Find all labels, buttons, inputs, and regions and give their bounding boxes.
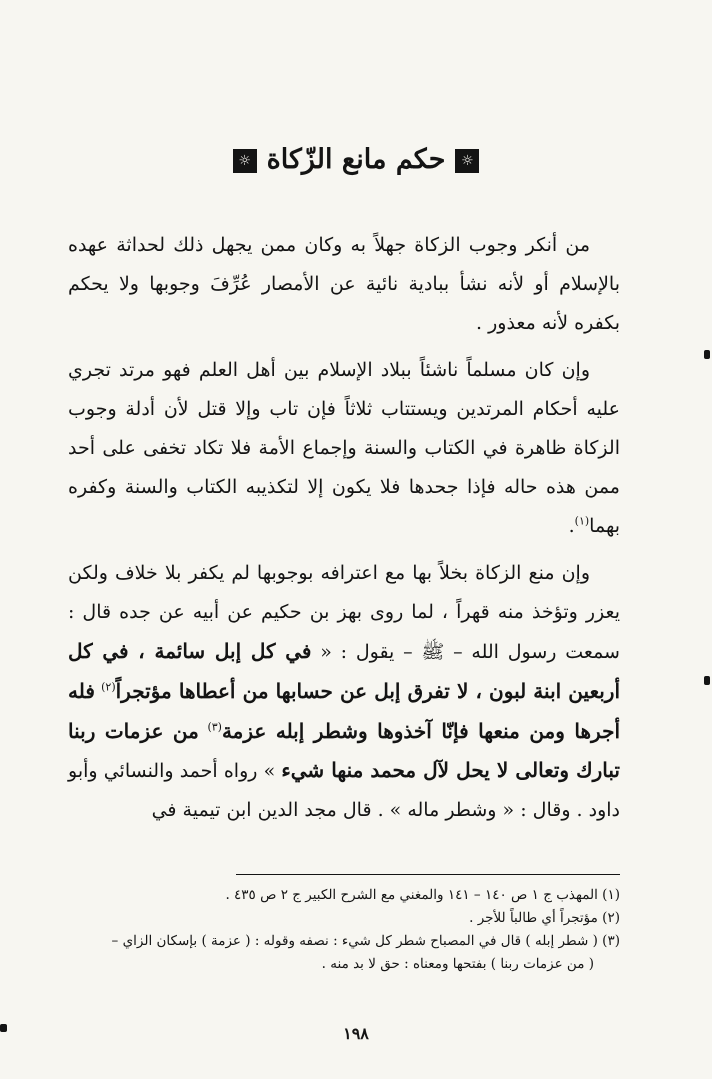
paragraph-1: من أنكر وجوب الزكاة جهلاً به وكان ممن يجهل ذلك لحداثة عهده بالإسلام أو لأنه نشأ ببادية نائية عن الأمصار عُرِّفَ وجوبها ولا يحكم بكفره لأنه معذور .	[68, 234, 620, 334]
quote-second: « وشطر ماله »	[389, 799, 515, 822]
chapter-title: حكم مانع الزّكاة	[266, 144, 446, 175]
paragraph-3-intro: وإن منع الزكاة بخلاً بها مع اعترافه بوجوبها لم يكفر بلا خلاف ولكن يعزر وتؤخذ منه قهراً ، لما روى بهز بن حكيم عن أبيه عن جده قال : سمعت رسول الله – ﷺ – يقول :	[68, 562, 620, 663]
scan-edge-mark	[704, 676, 710, 685]
footnote-1: (١) المهذب ج ١ ص ١٤٠ – ١٤١ والمغني مع الشرح الكبير ج ٢ ص ٤٣٥ .	[225, 887, 620, 903]
hadith-text-2: فله أجرها ومن منعها فإنّا آخذوها وشطر إبله عزمة	[68, 678, 620, 743]
scan-edge-mark	[704, 350, 710, 359]
sun-ornament-icon: ☼	[455, 149, 479, 173]
main-text	[68, 226, 620, 839]
quote-close: »	[263, 760, 276, 783]
paragraph-2-text: وإن كان مسلماً ناشئاً ببلاد الإسلام بين أهل العلم فهو مرتد تجري عليه أحكام المرتدين ويستتاب ثلاثاً فإن تاب وإلا قتل لأن أدلة وجوب الزكاة ظاهرة في الكتاب والسنة وإجماع الأمة فلا تكاد تخفى على أحد ممن هذه حاله فإذا جحدها فلا يكون إلا لتكذيبه الكتاب والسنة وكفره بهما	[68, 359, 620, 537]
paragraph-3-tail: . قال مجد الدين ابن تيمية في	[151, 799, 384, 822]
footnote-ref-3: (٣)	[207, 720, 222, 734]
page-number: ١٩٨	[343, 1024, 369, 1043]
footnote-3: (٣) ( شطر إبله ) قال في المصباح شطر كل شيء : نصفه وقوله : ( عزمة ) بإسكان الزاي –	[111, 933, 620, 949]
footnote-ref-2: (٢)	[101, 680, 116, 694]
hadith-text-1: في كل إبل سائمة ، في كل أربعين ابنة لبون ، لا تفرق إبل عن حسابها من أعطاها مؤتجراً	[68, 638, 620, 703]
scan-edge-mark	[0, 1024, 7, 1032]
paragraph-2	[68, 351, 620, 545]
footnotes	[56, 884, 620, 976]
sun-ornament-icon: ☼	[233, 149, 257, 173]
paragraph-2-end: .	[568, 514, 575, 537]
footnote-divider	[236, 874, 620, 875]
chapter-heading	[0, 140, 712, 180]
paragraph-3	[68, 554, 620, 830]
quote-open: «	[320, 640, 332, 663]
footnote-3-continued: ( من عزمات ربنا ) بفتحها ومعناه : حق لا بد منه .	[321, 956, 594, 972]
footnote-ref-1: (١)	[574, 514, 590, 528]
footnote-2: (٢) مؤتجراً أي طالباً للأجر .	[469, 910, 620, 926]
paragraph-3-narration: رواه أحمد والنسائي وأبو داود . وقال :	[68, 760, 620, 822]
hadith-text-3: من عزمات ربنا تبارك وتعالى لا يحل لآل محمد منها شيء	[68, 718, 620, 783]
